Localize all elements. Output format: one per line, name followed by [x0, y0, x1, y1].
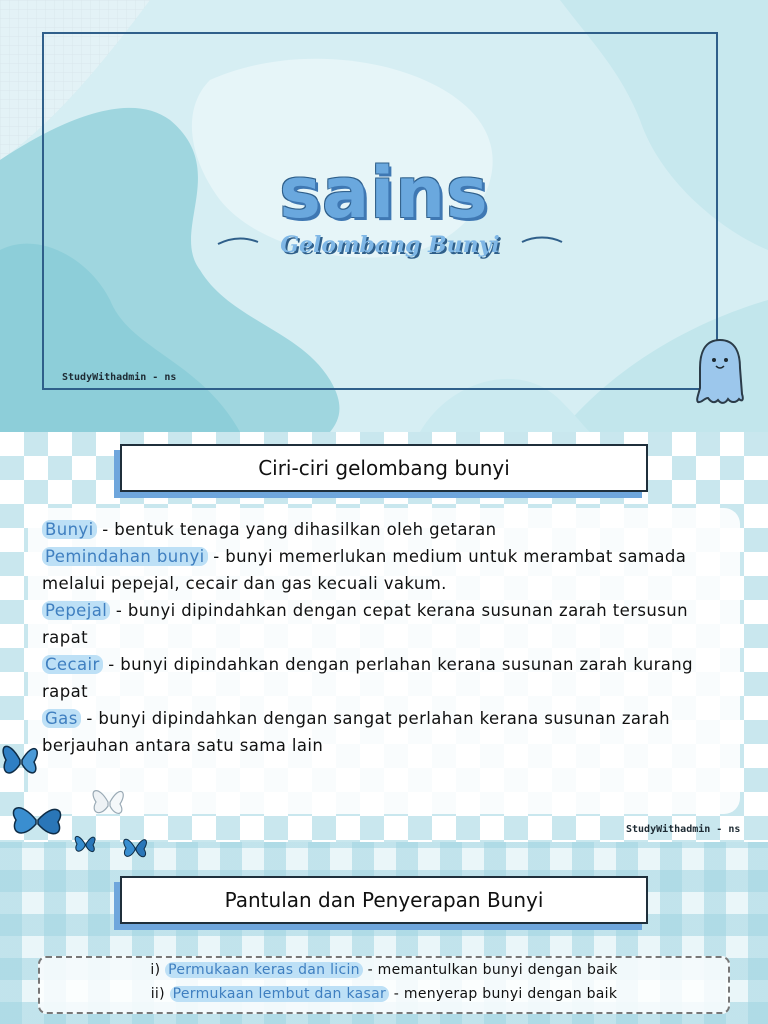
butterfly-icon — [88, 784, 128, 820]
list-item — [42, 516, 722, 543]
butterfly-icon — [120, 834, 150, 862]
cover-subtitle-group — [214, 232, 566, 266]
term-highlight: Bunyi — [42, 520, 97, 539]
penyerapan-line — [0, 986, 768, 1002]
line-prefix: ii) — [150, 986, 170, 1002]
item-text: - bunyi dipindahkan dengan perlahan kerana susunan zarah kurang rapat — [42, 655, 693, 701]
section1-credit: StudyWithadmin - ns — [626, 824, 741, 835]
line-prefix: i) — [150, 962, 166, 978]
section1-body — [42, 516, 722, 759]
line-text: - memantulkan bunyi dengan baik — [362, 962, 618, 978]
term-highlight: Gas — [42, 709, 81, 728]
pantulan-line — [0, 962, 768, 978]
term-highlight: Cecair — [42, 655, 103, 674]
term-highlight: Permukaan lembut dan kasar — [170, 986, 389, 1002]
cover-credit: StudyWithadmin - ns — [62, 372, 177, 383]
list-item — [42, 705, 722, 759]
list-item — [42, 651, 722, 705]
butterfly-icon — [0, 736, 40, 782]
term-highlight: Pepejal — [42, 601, 110, 620]
list-item — [42, 543, 722, 597]
line-text: - menyerap bunyi dengan baik — [389, 986, 618, 1002]
section-heading-ciri: Ciri-ciri gelombang bunyi — [120, 444, 648, 492]
list-item — [42, 597, 722, 651]
item-text: - bunyi memerlukan medium untuk merambat samada melalui pepejal, cecair dan gas kecuali vakum. — [42, 547, 687, 593]
cover-section — [0, 0, 768, 432]
item-text: - bunyi dipindahkan dengan sangat perlahan kerana susunan zarah berjauhan antara satu sama lain — [42, 709, 670, 755]
ghost-icon — [694, 336, 746, 406]
term-highlight: Permukaan keras dan licin — [165, 962, 363, 978]
cover-title: sains — [279, 152, 489, 234]
item-text: - bentuk tenaga yang dihasilkan oleh getaran — [96, 520, 497, 539]
item-text: - bunyi dipindahkan dengan cepat kerana susunan zarah tersusun rapat — [42, 601, 688, 647]
section-heading-pantulan: Pantulan dan Penyerapan Bunyi — [120, 876, 648, 924]
butterfly-icon — [8, 800, 66, 842]
cover-subtitle: Gelombang Bunyi — [280, 232, 500, 258]
butterfly-icon — [72, 832, 98, 856]
term-highlight: Pemindahan bunyi — [42, 547, 208, 566]
